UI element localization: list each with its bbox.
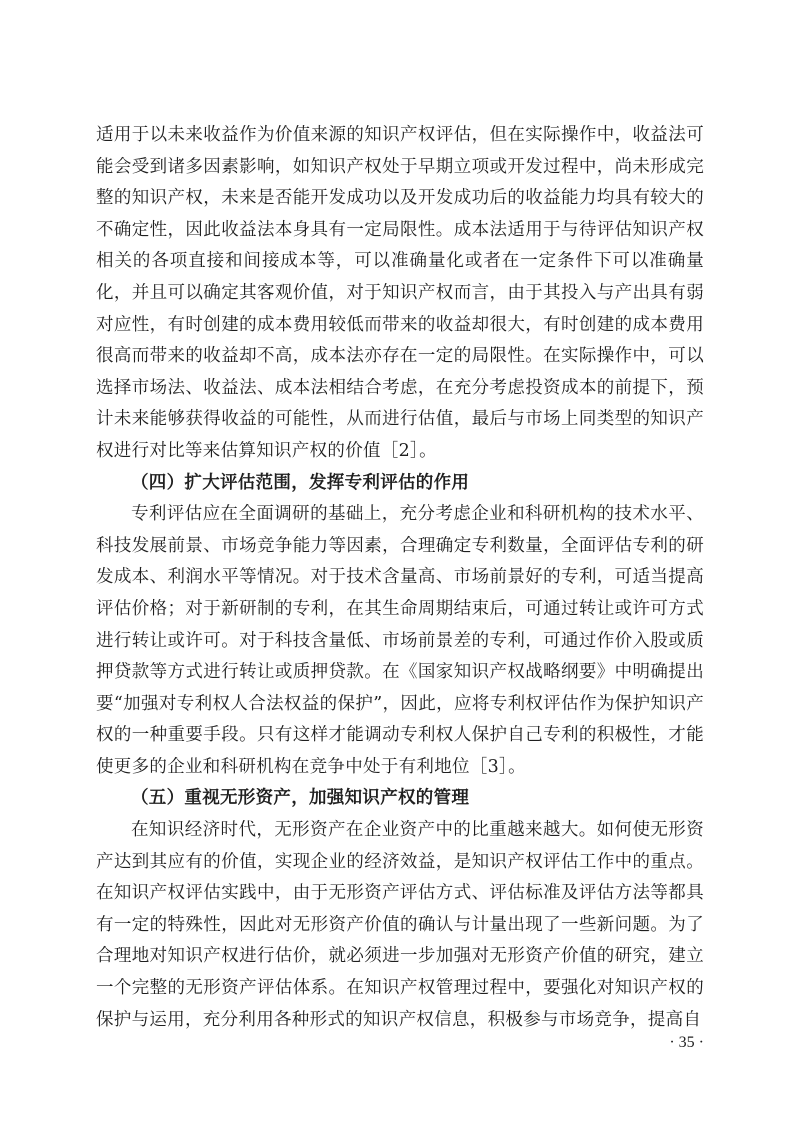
paragraph-valuation-methods: 适用于以未来收益作为价值来源的知识产权评估，但在实际操作中，收益法可能会受到诸多因素影响，如知识产权处于早期立项或开发过程中，尚未形成完整的知识产权，未来是否能开发成功以及开发成功后的收益能力均具有较大的不确定性，因此收益法本身具有一定局限性。成本法适用于与待评估知识产权相关的各项直接和间接成本等，可以准确量化或者在一定条件下可以准确量化，并且可以确定其客观价值，对于知识产权而言，由于其投入与产出具有弱对应性，有时创建的成本费用较低而带来的收益却很大，有时创建的成本费用很高而带来的收益却不高，成本法亦存在一定的局限性。在实际操作中，可以选择市场法、收益法、成本法相结合考虑，在充分考虑投资成本的前提下，预计未来能够获得收益的可能性，从而进行估值，最后与市场上同类型的知识产权进行对比等来估算知识产权的价值［2］。 [96, 125, 704, 461]
section-heading-5: （五）重视无形资产，加强知识产权的管理 [131, 788, 470, 809]
article-body [96, 120, 704, 1036]
paragraph-intangible-assets: 在知识经济时代，无形资产在企业资产中的比重越来越大。如何使无形资产达到其应有的价值，实现企业的经济效益，是知识产权评估工作中的重点。在知识产权评估实践中，由于无形资产评估方式、评估标准及评估方法等都具有一定的特殊性，因此对无形资产价值的确认与计量出现了一些新问题。为了合理地对知识产权进行估价，就必须进一步加强对无形资产价值的研究，建立一个完整的无形资产评估体系。在知识产权管理过程中，要强化对知识产权的保护与运用，充分利用各种形式的知识产权信息，积极参与市场竞争，提高自 [96, 820, 704, 1030]
page-number: · 35 · [669, 1034, 704, 1051]
paragraph-patent-evaluation: 专利评估应在全面调研的基础上，充分考虑企业和科研机构的技术水平、科技发展前景、市场竞争能力等因素，合理确定专利数量，全面评估专利的研发成本、利润水平等情况。对于技术含量高、市场前景好的专利，可适当提高评估价格；对于新研制的专利，在其生命周期结束后，可通过转让或许可方式进行转让或许可。对于科技含量低、市场前景差的专利，可通过作价入股或质押贷款等方式进行转让或质押贷款。在《国家知识产权战略纲要》中明确提出要“加强对专利权人合法权益的保护”，因此，应将专利权评估作为保护知识产权的一种重要手段。只有这样才能调动专利权人保护自己专利的积极性，才能使更多的企业和科研机构在竞争中处于有利地位［3］。 [96, 504, 704, 777]
section-heading-4: （四）扩大评估范围，发挥专利评估的作用 [131, 472, 470, 493]
